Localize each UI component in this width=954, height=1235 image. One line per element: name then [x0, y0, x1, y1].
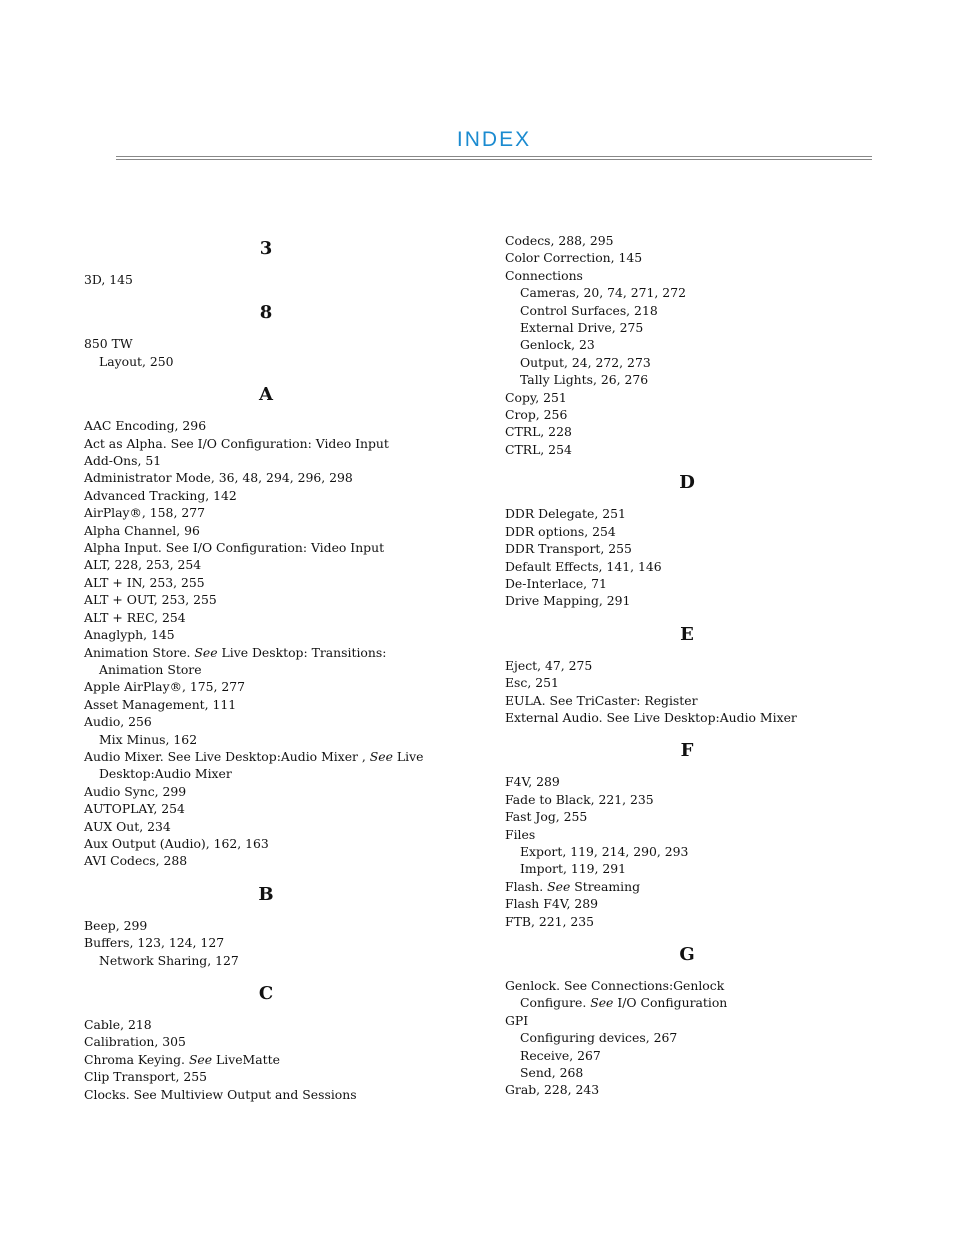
index-section	[84, 302, 464, 370]
section-letter: F	[680, 740, 694, 762]
index-entry: Copy, 251	[505, 389, 567, 405]
index-subentry: Network Sharing, 127	[99, 952, 239, 968]
entry-text: LiveMatte	[212, 1051, 280, 1067]
see-reference: See	[188, 1051, 213, 1067]
index-subentry	[505, 994, 885, 1011]
index-section	[505, 740, 885, 930]
index-subentry: External Drive, 275	[520, 320, 644, 336]
index-entry: Grab, 228, 243	[505, 1082, 600, 1098]
index-entry: Alpha Input. See I/O Configuration: Video Input	[84, 540, 385, 556]
index-entry: Audio Sync, 299	[84, 783, 187, 799]
index-entry: Anaglyph, 145	[84, 627, 175, 643]
section-letter: 8	[259, 302, 273, 324]
index-entry: DDR Transport, 255	[505, 541, 632, 557]
index-entry: Calibration, 305	[84, 1034, 186, 1050]
page-title: INDEX	[456, 128, 532, 151]
see-reference: See	[194, 644, 218, 660]
index-entry: External Audio. See Live Desktop:Audio Mixer	[505, 709, 797, 725]
section-letter: G	[679, 944, 695, 965]
index-subentry: Configuring devices, 267	[520, 1030, 678, 1046]
index-entry: Genlock. See Connections:Genlock	[505, 978, 725, 993]
index-subentry: Output, 24, 272, 273	[520, 354, 651, 370]
index-entry: DDR options, 254	[505, 523, 616, 539]
index-section	[505, 944, 885, 1099]
index-section	[84, 238, 464, 288]
entry-text: Configure.	[520, 995, 591, 1011]
index-entry	[505, 878, 885, 895]
entry-text: Chroma Keying.	[84, 1051, 189, 1067]
index-subentry: Mix Minus, 162	[99, 731, 198, 747]
index-subentry: Receive, 267	[520, 1047, 601, 1063]
index-entry: Aux Output (Audio), 162, 163	[84, 835, 269, 851]
index-subentry: Control Surfaces, 218	[520, 302, 658, 318]
index-entry: CTRL, 254	[505, 441, 572, 457]
index-subentry: Cameras, 20, 74, 271, 272	[520, 285, 686, 301]
index-section	[505, 624, 885, 727]
index-entry: Crop, 256	[505, 407, 568, 423]
section-letter: C	[258, 983, 274, 1004]
section-letter: B	[258, 883, 274, 905]
index-entry: DDR Delegate, 251	[505, 506, 626, 522]
index-entry: Flash F4V, 289	[505, 896, 599, 912]
section-letter: 3	[259, 238, 273, 259]
index-entry	[84, 748, 454, 783]
index-subentry: Layout, 250	[99, 353, 174, 369]
index-entry: Color Correction, 145	[505, 250, 643, 266]
index-column-right	[505, 232, 885, 1113]
index-entry: Esc, 251	[505, 675, 559, 691]
section-letter: E	[680, 623, 694, 645]
index-entry: Advanced Tracking, 142	[84, 487, 237, 503]
index-subentry: Genlock, 23	[520, 337, 595, 353]
index-entry: AUX Out, 234	[84, 818, 171, 834]
title-rule	[116, 156, 872, 157]
index-entry: Beep, 299	[84, 917, 148, 933]
index-entry: Drive Mapping, 291	[505, 593, 631, 609]
index-entry: Default Effects, 141, 146	[505, 558, 662, 574]
index-entry: 3D, 145	[84, 272, 133, 287]
entry-text: I/O Configuration	[613, 995, 728, 1011]
index-entry: Connections	[505, 267, 583, 283]
index-entry: AUTOPLAY, 254	[84, 801, 185, 817]
section-letter: A	[259, 384, 273, 406]
index-entry: 850 TW	[84, 336, 133, 352]
index-entry: Buffers, 123, 124, 127	[84, 935, 225, 951]
see-reference: See	[369, 748, 393, 764]
index-subentry: Tally Lights, 26, 276	[520, 372, 649, 388]
index-subentry: Import, 119, 291	[520, 861, 626, 877]
see-reference: See	[590, 995, 614, 1011]
index-column-left	[84, 232, 464, 1117]
index-entry: Clip Transport, 255	[84, 1069, 208, 1085]
index-section	[505, 232, 885, 458]
index-entry: Fade to Black, 221, 235	[505, 791, 654, 807]
entry-text: Flash.	[505, 878, 548, 894]
index-entry: Audio, 256	[84, 714, 152, 730]
index-section	[84, 983, 464, 1103]
index-entry	[84, 644, 454, 679]
index-entry: AVI Codecs, 288	[84, 853, 188, 869]
index-entry: Asset Management, 111	[84, 696, 237, 712]
index-entry: Administrator Mode, 36, 48, 294, 296, 298	[84, 470, 353, 486]
index-subentry: Export, 119, 214, 290, 293	[520, 843, 689, 859]
index-entry: ALT + IN, 253, 255	[84, 574, 205, 590]
index-section	[505, 472, 885, 609]
entry-text: Audio Mixer. See Live Desktop:Audio Mixer ,	[84, 748, 370, 764]
index-entry	[84, 1051, 464, 1068]
index-entry: Act as Alpha. See I/O Configuration: Video Input	[84, 435, 389, 451]
index-entry: ALT + REC, 254	[84, 609, 186, 625]
see-reference: See	[547, 878, 571, 894]
index-entry: Alpha Channel, 96	[84, 522, 200, 538]
index-entry: Clocks. See Multiview Output and Sessions	[84, 1086, 357, 1102]
index-entry: AAC Encoding, 296	[84, 418, 207, 434]
index-entry: GPI	[505, 1012, 529, 1028]
index-entry: De-Interlace, 71	[505, 575, 607, 591]
index-entry: FTB, 221, 235	[505, 913, 595, 929]
index-subentry: Send, 268	[520, 1065, 584, 1081]
index-entry: AirPlay®, 158, 277	[84, 505, 205, 521]
index-entry: Apple AirPlay®, 175, 277	[84, 679, 246, 695]
entry-text: Streaming	[570, 878, 641, 894]
index-entry: Files	[505, 826, 536, 842]
section-letter: D	[679, 472, 695, 494]
index-entry: EULA. See TriCaster: Register	[505, 692, 698, 708]
index-entry: Eject, 47, 275	[505, 657, 593, 673]
index-entry: CTRL, 228	[505, 424, 572, 440]
index-entry: Add-Ons, 51	[84, 453, 162, 469]
index-entry: ALT, 228, 253, 254	[84, 557, 202, 573]
index-entry: Cable, 218	[84, 1017, 152, 1032]
entry-text: Live Desktop: Transitions: Animation Store	[99, 644, 387, 677]
index-entry: ALT + OUT, 253, 255	[84, 592, 217, 608]
index-section	[84, 884, 464, 969]
title-rule	[116, 159, 872, 160]
index-entry: Fast Jog, 255	[505, 809, 588, 825]
entry-text: Live Desktop:Audio Mixer	[99, 748, 424, 782]
index-entry: Codecs, 288, 295	[505, 233, 614, 248]
index-entry: F4V, 289	[505, 774, 560, 790]
entry-text: Animation Store.	[84, 644, 195, 660]
index-section	[84, 384, 464, 870]
